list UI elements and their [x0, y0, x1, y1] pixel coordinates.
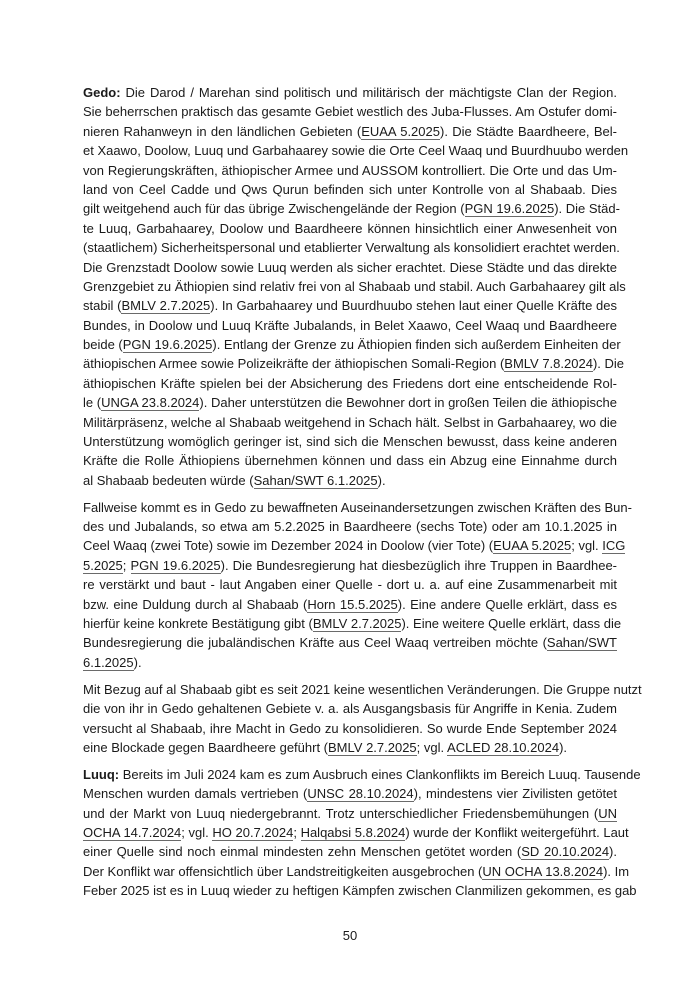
text-line [83, 823, 629, 842]
text-segment: ; vgl. [571, 538, 603, 554]
text-line [83, 122, 617, 141]
citation-link[interactable]: UN OCHA 13.8.2024 [482, 863, 604, 879]
text-line [83, 498, 632, 517]
text-line [83, 316, 617, 335]
text-segment: Ceel Waaq (zwei Tote) sowie im Dezember 2024 in Doolow (vier Tote) ( [83, 538, 494, 554]
text-segment: von Regierungskräften, äthiopischer Armee und AUSSOM kontrolliert. Die Orte und das Um- [83, 162, 617, 178]
text-line [83, 258, 617, 277]
text-segment: Unterstützung womöglich geringer ist, sind sich die Menschen bewusst, dass keine anderen [83, 434, 617, 450]
text-segment: te Luuq, Garbahaarey, Doolow und Baardheere können hinsichtlich einer Anwesenheit von [83, 220, 617, 236]
citation-link[interactable]: Sahan/SWT [546, 635, 617, 651]
text-segment: ). Die Städ- [554, 201, 620, 217]
text-line [83, 161, 617, 180]
text-line [83, 653, 617, 672]
text-line [83, 556, 617, 575]
text-line [83, 680, 642, 699]
text-segment: le ( [83, 395, 102, 411]
text-segment: ). Daher unterstützen die Bewohner dort in großen Teilen die äthiopische [199, 395, 617, 411]
text-segment: ). [377, 472, 386, 488]
text-segment: Der Konflikt war offensichtlich über Landstreitigkeiten ausgebrochen ( [83, 863, 483, 879]
text-line [83, 141, 629, 160]
citation-link[interactable]: PGN 19.6.2025 [122, 337, 213, 353]
paragraph [83, 83, 629, 490]
citation-link[interactable]: PGN 19.6.2025 [130, 557, 221, 573]
text-segment: stabil ( [83, 298, 122, 314]
citation-link[interactable]: HO 20.7.2024 [212, 824, 294, 840]
citation-link[interactable]: Horn 15.5.2025 [307, 596, 398, 612]
text-segment: eine Blockade gegen Baardheere geführt ( [83, 739, 329, 755]
text-segment: Bundes, in Doolow und Luuq Kräfte Jubalands, in Belet Xaawo, Ceel Waaq und Baardheere [83, 317, 617, 333]
text-segment: äthiopischen Armee sowie Polizeikräfte der äthiopischen Somali-Region ( [83, 356, 505, 372]
text-segment: des und Jubalands, so etwa am 5.2.2025 in Baardheere (sechs Tote) oder am 10.1.2025 in [83, 519, 617, 535]
citation-link[interactable]: SD 20.10.2024 [521, 844, 610, 860]
citation-link[interactable]: BMLV 2.7.2025 [312, 616, 402, 632]
citation-link[interactable]: BMLV 2.7.2025 [121, 298, 211, 314]
citation-link[interactable]: UNGA 23.8.2024 [101, 395, 200, 411]
text-segment: Sie beherrschen praktisch das gesamte Gebiet westlich des Juba-Flusses. Am Ostufer domi- [83, 104, 617, 120]
text-line [83, 517, 617, 536]
document-body [83, 83, 642, 908]
text-segment: ). [133, 654, 142, 670]
text-segment: ; vgl. [181, 824, 213, 840]
citation-link[interactable]: EUAA 5.2025 [493, 538, 572, 554]
text-segment: Feber 2025 ist es in Luuq wieder zu heftigen Kämpfen zwischen Clanmilizen gekommen, es gab [83, 883, 637, 899]
text-line [83, 614, 622, 633]
text-segment: hierfür keine konkrete Bestätigung gibt ( [83, 616, 313, 632]
text-segment: ). [559, 739, 568, 755]
text-line [83, 719, 617, 738]
text-segment: die von ihr in Gedo gehaltenen Gebiete v. a. als Ausgangsbasis für Angriffe in Kenia. Zudem [83, 701, 617, 717]
text-segment: Mit Bezug auf al Shabaab gibt es seit 2021 keine wesentlichen Veränderungen. Die Gruppe nutzt [83, 681, 642, 697]
text-segment: land von Ceel Cadde und Qws Qurun befinden sich unter Kontrolle von al Shabaab. Dies [83, 181, 617, 197]
section-label: Luuq: [83, 766, 120, 782]
text-line [83, 102, 617, 121]
text-segment: ). Im [603, 863, 630, 879]
text-segment: al Shabaab bedeuten würde ( [83, 472, 254, 488]
text-segment: Die Darod / Marehan sind politisch und militärisch der mächtigste Clan der Region. [120, 85, 617, 100]
text-segment: ; [122, 557, 131, 573]
citation-link[interactable]: OCHA 14.7.2024 [83, 824, 182, 840]
text-line [83, 842, 617, 861]
text-segment: gilt weitgehend auch für das übrige Zwischengelände der Region ( [83, 201, 465, 217]
text-segment: ). Die Städte Baardheere, Bel- [439, 123, 617, 139]
text-segment: ). In Garbahaarey und Buurdhuubo stehen laut einer Quelle Kräfte des [210, 298, 618, 314]
text-line [83, 804, 617, 823]
text-line [83, 699, 617, 718]
paragraph [83, 680, 642, 758]
text-line [83, 862, 630, 881]
text-line [83, 296, 617, 315]
text-line [83, 765, 641, 784]
text-line [83, 413, 617, 432]
text-line [83, 471, 617, 490]
citation-link[interactable]: UN [598, 805, 617, 821]
text-line [83, 784, 617, 803]
text-segment: re verstärkt und baut - laut Angaben einer Quelle - dort u. a. auf eine Zusammenarbeit mit [83, 577, 617, 593]
text-segment: beide ( [83, 337, 123, 353]
section-label: Gedo: [83, 85, 121, 100]
text-segment: und der Markt von Luuq niedergebrannt. Trotz unterschiedlicher Friedensbemühungen ( [83, 805, 599, 821]
text-segment: äthiopischen Kräfte spielen bei der Absicherung des Friedens dort eine entscheidende Rol- [83, 375, 617, 391]
text-line [83, 451, 617, 470]
citation-link[interactable]: ACLED 28.10.2024 [447, 739, 560, 755]
page-number: 50 [342, 928, 358, 943]
text-segment: nieren Rahanweyn in den ländlichen Gebieten ( [83, 123, 362, 139]
text-segment: ) wurde der Konflikt weitergeführt. Laut [405, 824, 629, 840]
text-line [83, 393, 617, 412]
text-segment: Menschen wurden damals vertrieben ( [83, 786, 308, 802]
text-line [83, 219, 617, 238]
text-segment: et Xaawo, Doolow, Luuq und Garbahaarey sowie die Orte Ceel Waaq und Buurdhuubo werden [83, 143, 629, 159]
text-line [83, 335, 621, 354]
text-segment: einer Quelle sind noch einmal mindesten zehn Menschen getötet worden ( [83, 844, 522, 860]
text-segment: ). Die Bundesregierung hat diesbezüglich ihre Truppen in Baardhee- [220, 557, 617, 573]
citation-link[interactable]: 6.1.2025 [83, 654, 134, 670]
text-segment: ). [609, 844, 617, 860]
text-line [83, 238, 620, 257]
text-segment: ). Eine weitere Quelle erklärt, dass die [401, 616, 622, 632]
text-segment: Bereits im Juli 2024 kam es zum Ausbruch eines Clankonflikts im Bereich Luuq. Tausende [119, 766, 641, 782]
text-line [83, 180, 617, 199]
text-line [83, 199, 620, 218]
text-segment: versucht al Shabaab, ihre Macht in Gedo zu konsolidieren. So wurde Ende September 2024 [83, 720, 617, 736]
citation-link[interactable]: PGN 19.6.2025 [464, 201, 555, 217]
citation-link[interactable]: UNSC 28.10.2024 [307, 786, 414, 802]
text-line [83, 881, 637, 900]
text-segment: Bundesregierung die jubaländischen Kräfte aus Ceel Waaq vertreiben möchte ( [83, 635, 547, 651]
paragraph [83, 765, 641, 901]
citation-link[interactable]: EUAA 5.2025 [361, 123, 440, 139]
text-segment: ; vgl. [416, 739, 448, 755]
text-line [83, 83, 617, 102]
text-segment: ). Eine andere Quelle erklärt, dass es [397, 596, 617, 612]
text-segment: Kräfte die Rolle Äthiopiens übernehmen können und dass ein Abzug eine Einnahme durch [83, 453, 617, 469]
text-segment: (staatlichem) Sicherheitspersonal und etablierter Verwaltung als konsolidiert erachtet werden. [83, 240, 620, 256]
paragraph [83, 498, 632, 673]
text-segment: Militärpräsenz, welche al Shabaab weitgehend in Schach hält. Selbst in Garbahaarey, wo die [83, 414, 617, 430]
citation-link[interactable]: BMLV 2.7.2025 [328, 739, 417, 755]
citation-link[interactable]: Halqabsi 5.8.2024 [300, 824, 406, 840]
text-line [83, 354, 624, 373]
text-line [83, 595, 617, 614]
text-segment: Fallweise kommt es in Gedo zu bewaffneten Auseinandersetzungen zwischen Kräften des Bun- [83, 499, 632, 515]
text-segment: Grenzgebiet zu Äthiopien sind relativ frei von al Shabaab und stabil. Auch Garbahaarey gilt als [83, 278, 626, 294]
text-line [83, 738, 617, 757]
text-segment: ; [293, 824, 301, 840]
text-line [83, 633, 617, 652]
text-line [83, 432, 617, 451]
citation-link[interactable]: 5.2025 [83, 557, 123, 573]
citation-link[interactable]: BMLV 7.8.2024 [504, 356, 593, 372]
text-segment: ). Entlang der Grenze zu Äthiopien finden sich außerdem Einheiten der [212, 337, 621, 353]
text-line [83, 536, 626, 555]
text-line [83, 277, 626, 296]
text-line [83, 374, 617, 393]
citation-link[interactable]: Sahan/SWT 6.1.2025 [253, 472, 378, 488]
citation-link[interactable]: ICG [602, 538, 626, 554]
text-line [83, 575, 617, 594]
text-segment: ). Die [592, 356, 624, 372]
text-segment: ), mindestens vier Zivilisten getötet [413, 786, 618, 802]
text-segment: Die Grenzstadt Doolow sowie Luuq werden als sicher erachtet. Diese Städte und das direkte [83, 259, 617, 275]
text-segment: bzw. eine Duldung durch al Shabaab ( [83, 596, 308, 612]
